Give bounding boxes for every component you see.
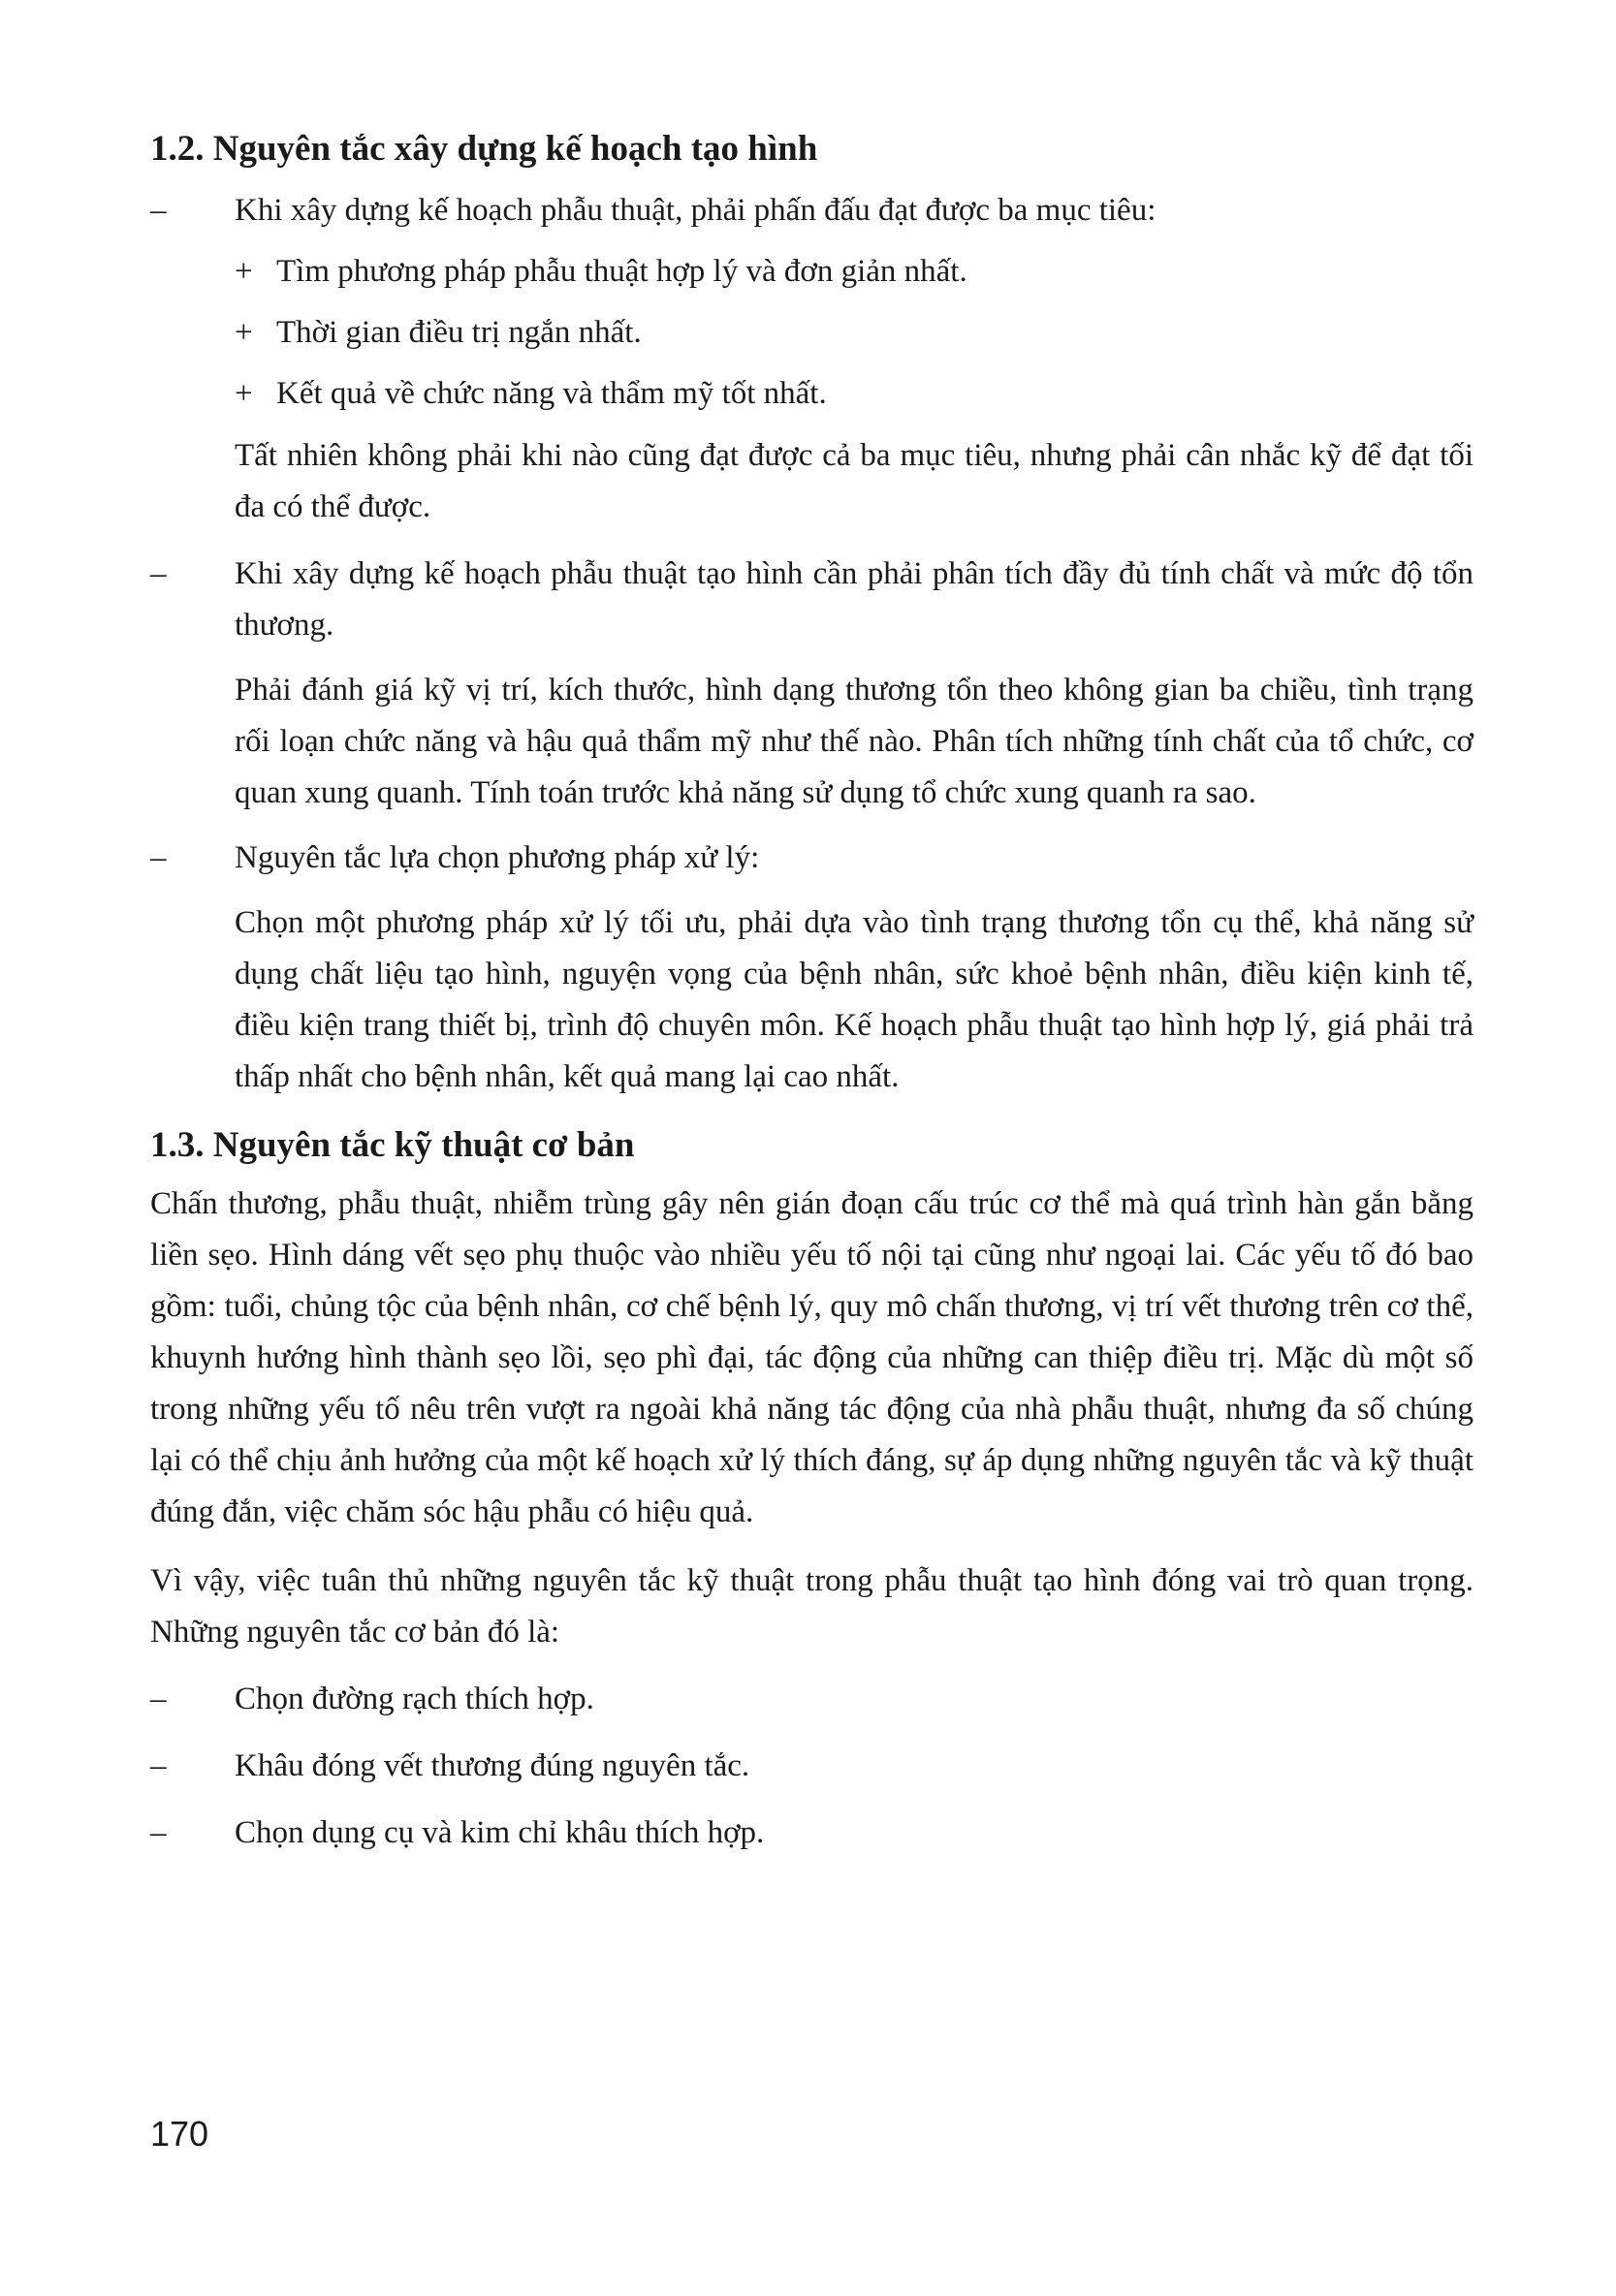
list-item-text: Chọn đường rạch thích hợp. [235, 1682, 594, 1716]
paragraph: Chấn thương, phẫu thuật, nhiễm trùng gây nên gián đoạn cấu trúc cơ thể mà quá trình hàn gắn bằng liền sẹo. Hình dáng vết sẹo phụ thuộc vào nhiều yếu tố nội tại cũng như ngoại lai. Các yếu tố đó bao gồm: tuổi, chủng tộc của bệnh nhân, cơ chế bệnh lý, quy mô chấn thương, vị trí vết thương trên cơ thể, khuynh hướng hình thành sẹo lồi, sẹo phì đại, tác động của những can thiệp điều trị. Mặc dù một số trong những yếu tố nêu trên vượt ra ngoài khả năng tác động của nhà phẫu thuật, nhưng đa số chúng lại có thể chịu ảnh hưởng của một kế hoạch xử lý thích đáng, sự áp dụng những nguyên tắc và kỹ thuật đúng đắn, việc chăm sóc hậu phẫu có hiệu quả. [150, 1186, 1473, 1529]
plus-marker: + [235, 376, 253, 411]
paragraph: Vì vậy, việc tuân thủ những nguyên tắc kỹ thuật trong phẫu thuật tạo hình đóng vai trò quan trọng. Những nguyên tắc cơ bản đó là: [150, 1563, 1473, 1650]
dash-marker: – [150, 1682, 167, 1716]
paragraph: Tất nhiên không phải khi nào cũng đạt được cả ba mục tiêu, nhưng phải cân nhắc kỹ để đạt tối đa có thể được. [235, 438, 1473, 524]
list-item [150, 833, 1473, 884]
list-item-text: Khâu đóng vết thương đúng nguyên tắc. [235, 1748, 750, 1783]
section-heading-1-3: 1.3. Nguyên tắc kỹ thuật cơ bản [150, 1125, 635, 1165]
plus-marker: + [235, 254, 253, 289]
list-item [150, 1808, 1473, 1859]
sub-list-item-text: Kết quả về chức năng và thẩm mỹ tốt nhất. [276, 376, 827, 411]
sub-list-item-text: Thời gian điều trị ngắn nhất. [276, 315, 642, 350]
sub-list-item-text: Tìm phương pháp phẫu thuật hợp lý và đơn giản nhất. [276, 254, 967, 289]
sub-list-item [150, 246, 1473, 298]
list-item-text: Chọn dụng cụ và kim chỉ khâu thích hợp. [235, 1815, 765, 1850]
sub-list-item [150, 368, 1473, 420]
list-item-text: Nguyên tắc lựa chọn phương pháp xử lý: [235, 840, 760, 875]
list-item-text: Khi xây dựng kế hoạch phẫu thuật, phải phấn đấu đạt được ba mục tiêu: [235, 193, 1157, 228]
dash-marker: – [150, 840, 167, 875]
plus-marker: + [235, 315, 253, 350]
list-item [150, 1674, 1473, 1725]
list-item [150, 549, 1473, 651]
list-item [150, 1741, 1473, 1792]
page-content [150, 124, 1473, 1859]
page-number: 170 [150, 2114, 209, 2154]
section-heading-1-2: 1.2. Nguyên tắc xây dựng kế hoạch tạo hình [150, 129, 818, 169]
paragraph: Phải đánh giá kỹ vị trí, kích thước, hình dạng thương tổn theo không gian ba chiều, tình trạng rối loạn chức năng và hậu quả thẩm mỹ như thế nào. Phân tích những tính chất của tổ chức, cơ quan xung quanh. Tính toán trước khả năng sử dụng tổ chức xung quanh ra sao. [235, 673, 1473, 810]
dash-marker: – [150, 556, 167, 591]
dash-marker: – [150, 1748, 167, 1783]
sub-list-item [150, 307, 1473, 359]
list-item [150, 185, 1473, 236]
list-item-text: Khi xây dựng kế hoạch phẫu thuật tạo hình cần phải phân tích đầy đủ tính chất và mức độ tổn thương. [235, 556, 1473, 643]
dash-marker: – [150, 193, 167, 228]
paragraph: Chọn một phương pháp xử lý tối ưu, phải dựa vào tình trạng thương tổn cụ thể, khả năng sử dụng chất liệu tạo hình, nguyện vọng của bệnh nhân, sức khoẻ bệnh nhân, điều kiện kinh tế, điều kiện trang thiết bị, trình độ chuyên môn. Kế hoạch phẫu thuật tạo hình hợp lý, giá phải trả thấp nhất cho bệnh nhân, kết quả mang lại cao nhất. [235, 905, 1473, 1094]
dash-marker: – [150, 1815, 167, 1850]
